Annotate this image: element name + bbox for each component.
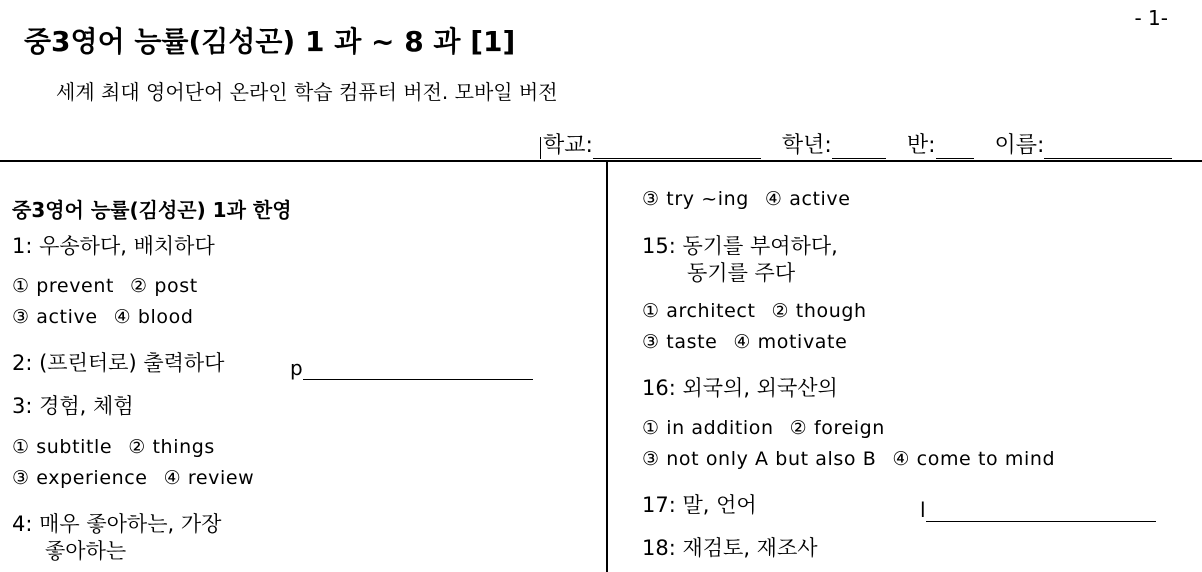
class-label: 반:	[906, 133, 936, 158]
question-15	[642, 230, 838, 286]
name-label: 이름:	[994, 133, 1045, 158]
school-field[interactable]	[540, 128, 761, 159]
question-1-options-row2	[12, 306, 194, 328]
page-title: 중3영어 능률(김성곤) 1 과 ~ 8 과 [1]	[24, 25, 516, 58]
option-1[interactable]: ① in addition	[642, 417, 774, 439]
question-2	[12, 347, 224, 377]
name-field[interactable]	[995, 128, 1173, 159]
question-text: 3: 경험, 체험	[12, 394, 134, 418]
option-3[interactable]: ③ active	[12, 306, 98, 328]
option-4[interactable]: ④ come to mind	[892, 448, 1056, 470]
option-2[interactable]: ② though	[771, 300, 867, 322]
option-4[interactable]: ④ blood	[113, 306, 194, 328]
answer-blank	[926, 501, 1156, 522]
option-1[interactable]: ① prevent	[12, 275, 115, 297]
question-17	[642, 489, 757, 519]
question-15-options-row2	[642, 331, 847, 353]
question-1-options-row1	[12, 275, 198, 297]
option-4[interactable]: ④ active	[764, 188, 851, 210]
option-3[interactable]: ③ experience	[12, 467, 148, 489]
answer-initial: p	[290, 356, 303, 380]
class-blank	[936, 136, 974, 159]
option-2[interactable]: ② post	[130, 275, 198, 297]
question-text-continued: 좋아하는	[45, 539, 127, 563]
option-1[interactable]: ① architect	[642, 300, 756, 322]
question-text: 2: (프린터로) 출력하다	[12, 351, 225, 375]
option-3[interactable]: ③ try ~ing	[642, 188, 749, 210]
option-4[interactable]: ④ review	[163, 467, 255, 489]
option-2[interactable]: ② things	[128, 436, 215, 458]
question-1	[12, 230, 215, 260]
question-text: 1: 우송하다, 배치하다	[12, 234, 215, 258]
question-3-options-row2	[12, 467, 254, 489]
student-info-line	[540, 128, 1172, 159]
option-4[interactable]: ④ motivate	[733, 331, 848, 353]
answer-initial: l	[920, 498, 926, 522]
school-blank	[593, 136, 761, 159]
question-16-options-row1	[642, 417, 885, 439]
question-16	[642, 372, 838, 402]
question-15-options-row1	[642, 300, 867, 322]
grade-label: 학년:	[781, 133, 832, 158]
question-4	[12, 508, 221, 564]
question-text: 18: 재검토, 재조사	[642, 536, 818, 560]
page-number: - 1-	[1134, 6, 1168, 30]
question-14-options-row2	[642, 188, 851, 210]
option-3[interactable]: ③ not only A but also B	[642, 448, 877, 470]
section-heading: 중3영어 능률(김성곤) 1과 한영	[12, 198, 292, 222]
grade-field[interactable]	[782, 128, 886, 159]
page-subtitle: 세계 최대 영어단어 온라인 학습 컴퓨터 버전. 모바일 버전	[56, 80, 558, 104]
answer-blank	[303, 359, 533, 380]
class-field[interactable]	[907, 128, 974, 159]
text-cursor	[540, 137, 541, 159]
question-16-options-row2	[642, 448, 1055, 470]
question-text: 4: 매우 좋아하는, 가장	[12, 512, 222, 536]
question-text: 15: 동기를 부여하다,	[642, 234, 838, 258]
question-text: 16: 외국의, 외국산의	[642, 376, 838, 400]
option-3[interactable]: ③ taste	[642, 331, 718, 353]
question-3	[12, 390, 134, 420]
school-label: 학교:	[543, 133, 593, 158]
question-18	[642, 532, 818, 562]
question-2-answer[interactable]	[290, 356, 533, 380]
question-text: 17: 말, 언어	[642, 493, 757, 517]
option-1[interactable]: ① subtitle	[12, 436, 113, 458]
question-3-options-row1	[12, 436, 215, 458]
name-blank	[1044, 136, 1172, 159]
header-divider	[0, 160, 1202, 162]
column-divider	[606, 161, 608, 572]
question-text-continued: 동기를 주다	[687, 261, 796, 285]
question-17-answer[interactable]	[920, 498, 1156, 522]
option-2[interactable]: ② foreign	[789, 417, 885, 439]
grade-blank	[832, 136, 886, 159]
